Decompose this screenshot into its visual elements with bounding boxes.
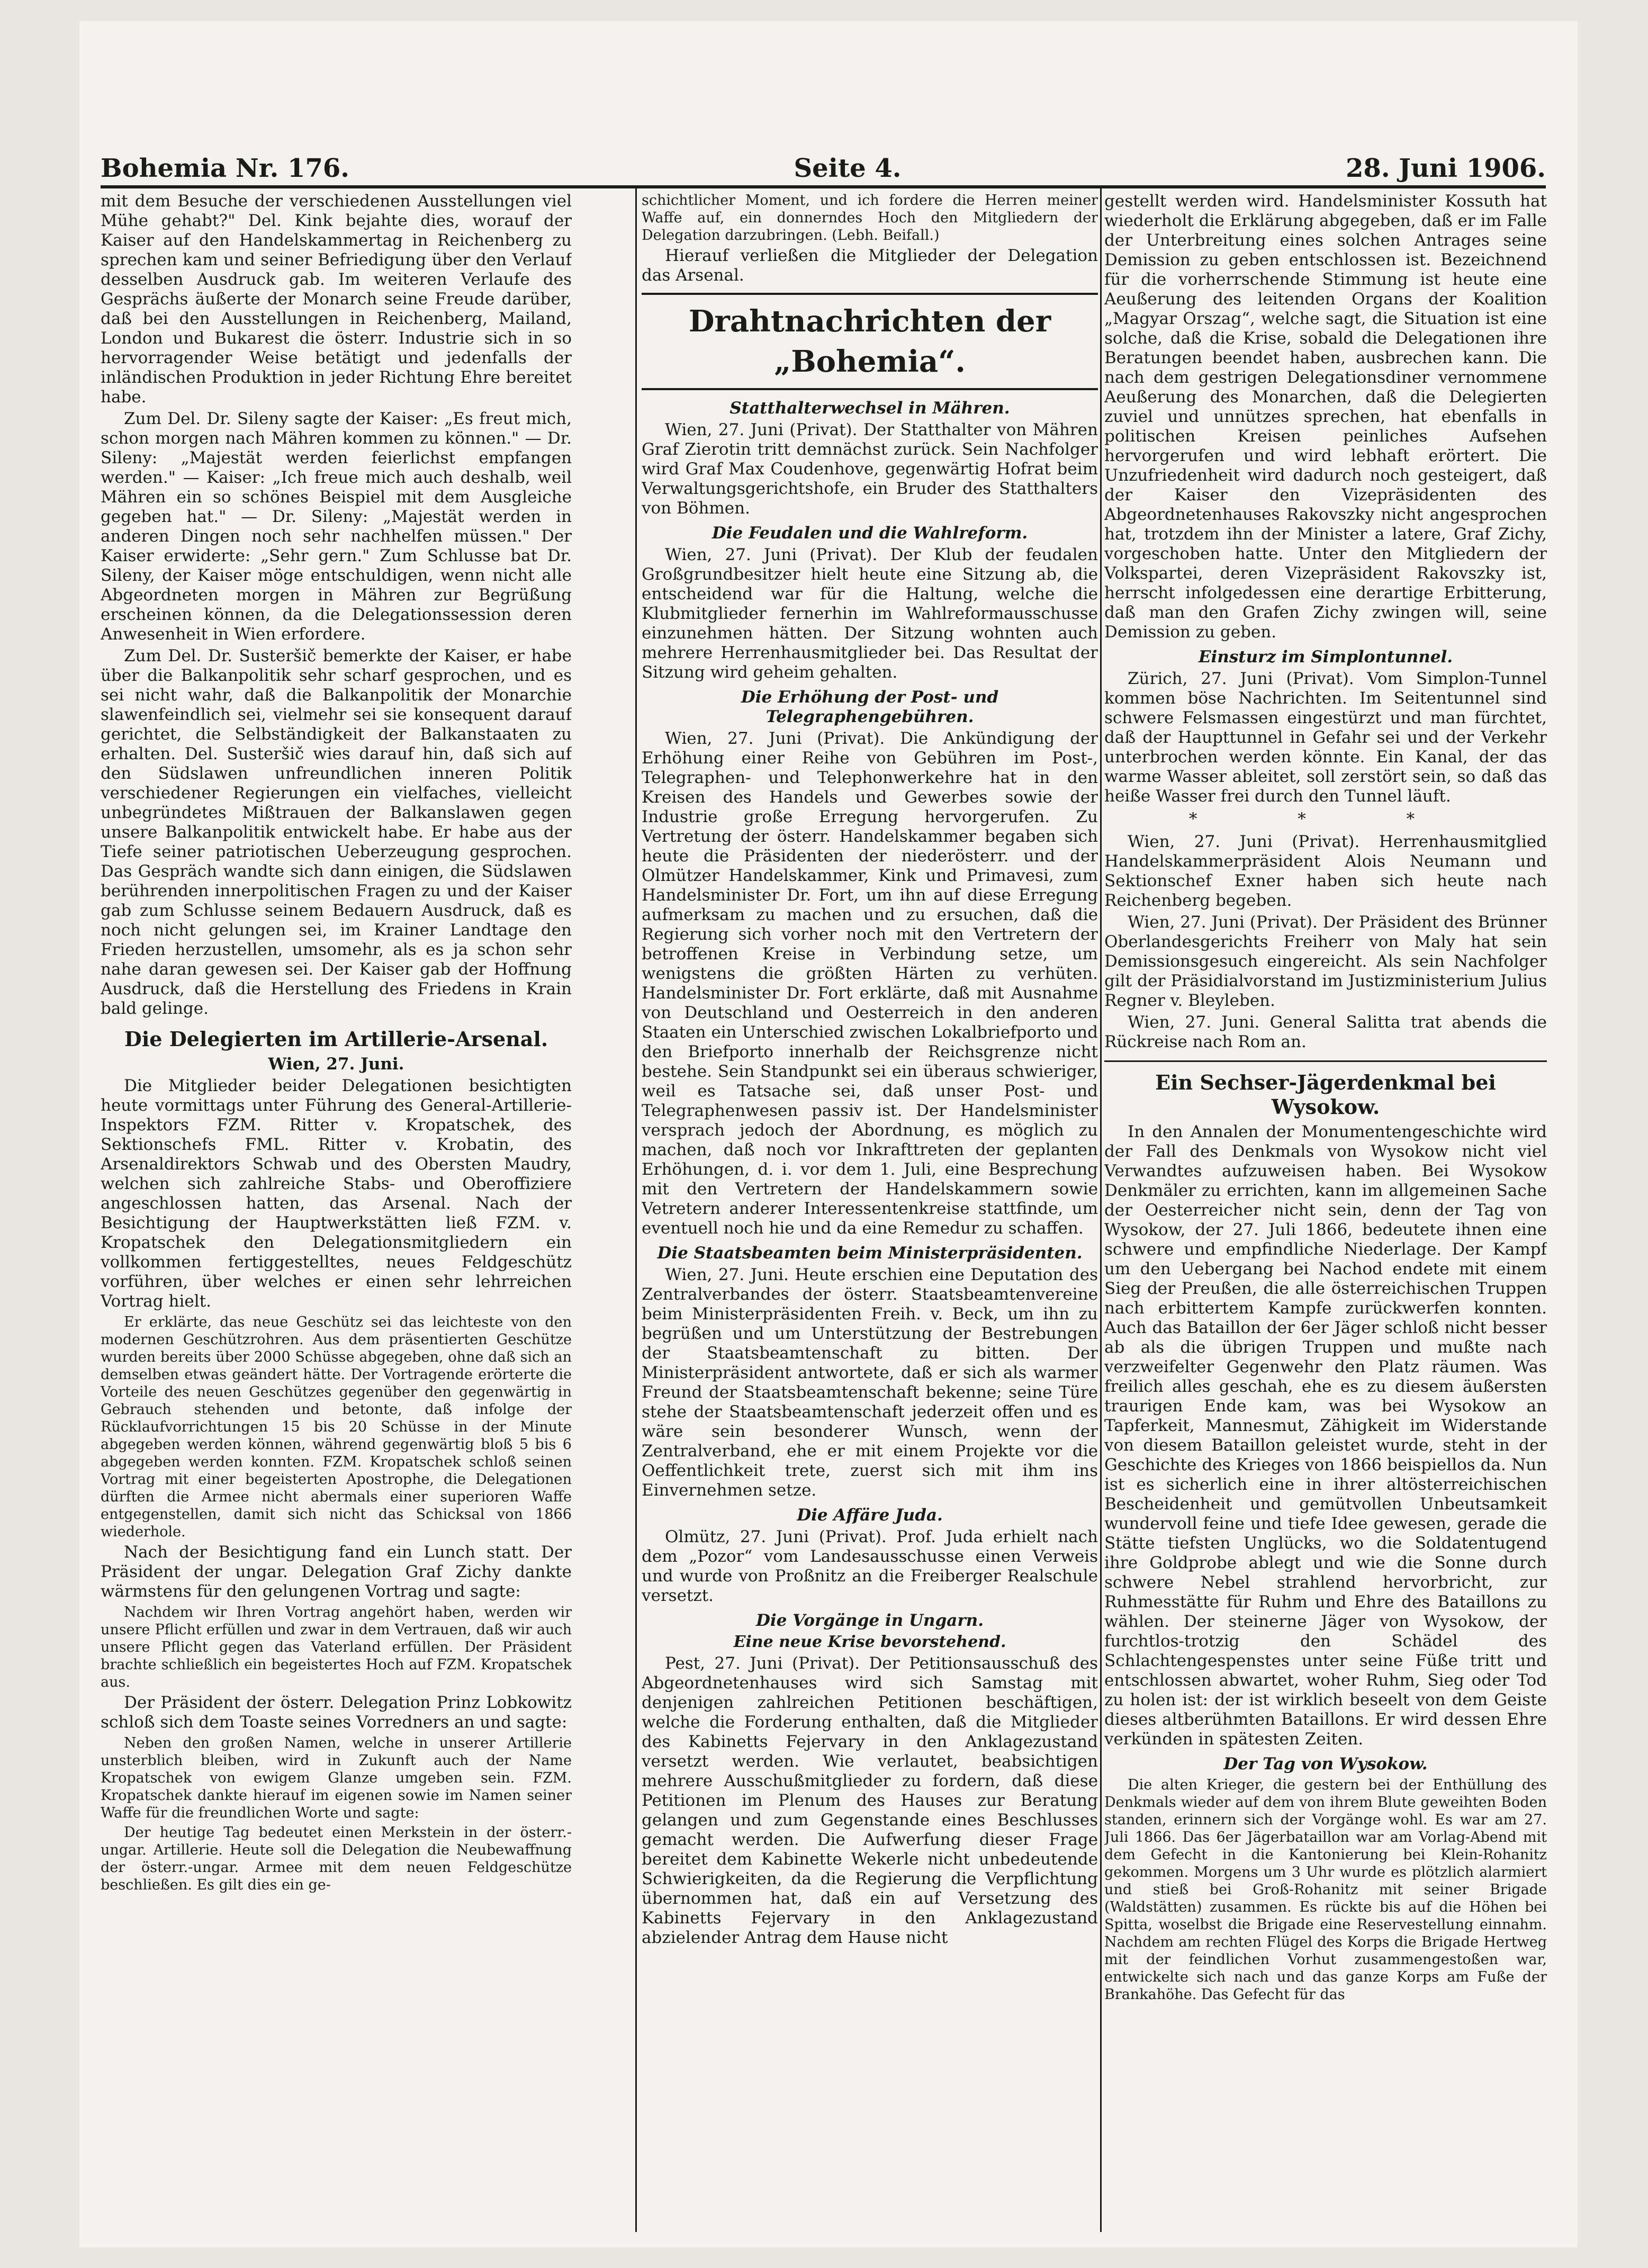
paragraph: Der Präsident der österr. Delegation Prinz Lobkowitz schloß sich dem Toaste seines Vorredners an und sagte: <box>101 1693 572 1732</box>
article-heading: Die Staatsbeamten beim Ministerpräsidenten. <box>657 1244 1083 1263</box>
paragraph: Wien, 27. Juni (Privat). Die Ankündigung der Erhöhung einer Reihe von Gebühren im Post-, Telegraphen- und Telephonwerkehre hat in den Kreisen des Handels und Gewerbes sowie der Industrie große Erregung hervorgerufen. Zu Vertretung der österr. Handelskammer begaben sich heute die Präsidenten der niederösterr. und der Olmützer Handelskammer, Kink und Primavesi, zum Handelsminister Dr. Fort, um ihn auf diese Erregung aufmerksam zu machen und zu ersuchen, daß die Regierung sich vorher noch mit den Vertretern der betroffenen Kreise in Verbindung setze, um wenigstens die größten Härten zu verhüten. Handelsminister Dr. Fort erklärte, daß mit Ausnahme von Deutschland und Oesterreich in den anderen Staaten ein Unterschied zwischen Lokalbriefporto und den Briefporto innerhalb der Reichsgrenze nicht bestehe. Sein Standpunkt sei ein überaus schwieriger, weil es Tatsache sei, daß unser Post- und Telegraphenwesen passiv ist. Der Handelsminister versprach jedoch der Abordnung, es möglich zu machen, daß noch vor Inkrafttreten der geplanten Erhöhungen, d. i. vor dem 1. Juli, eine Besprechung mit den Vertretern der Handelskammern sowie Vetretern anderer Interessentenkreise stattfinde, um eventuell noch hie und da eine Remedur zu schaffen. <box>642 729 1098 1238</box>
column-1 <box>101 192 572 2230</box>
paragraph: Die alten Krieger, die gestern bei der Enthüllung des Denkmals wieder auf dem von ihrem Blute geweihten Boden standen, erinnern sich der Vorgänge wohl. Es war am 27. Juli 1866. Das 6er Jägerbataillon war am Vorlag-Abend mit dem Gefecht in die Kantonierung bei Klein-Rohanitz gekommen. Morgens um 3 Uhr wurde es plötzlich alarmiert und stieß bei Groß-Rohanitz mit seiner Brigade (Waldstätten) zusammen. Es rückte bis auf die Höhen bei Spitta, woselbst die Brigade eine Reservestellung einnahm. Nachdem am rechten Flügel des Korps die Brigade Hertweg mit der feindlichen Vorhut zusammengestoßen war, entwickelte sich nach und das ganze Korps am Fuße der Brankahöhe. Das Gefecht für das <box>1104 1777 1547 2003</box>
paragraph: Zum Del. Dr. Susteršič bemerkte der Kaiser, er habe über die Balkanpolitik sehr scharf gesprochen, und es sei nicht wahr, daß die Balkanpolitik der Monarchie slawenfeindlich sei, vielmehr sei sie konsequent darauf gerichtet, die Selbständigkeit der Balkanstaaten zu erhalten. Del. Susteršič wies darauf hin, daß sich auf den Südslawen unfreundlichen inneren Politik verschiedener Regierungen ein vielfaches, vielleicht unbegründetes Mißtrauen der Balkanslawen gegen unsere Balkanpolitik entwickelt habe. Er habe aus der Tiefe seiner patriotischen Ueberzeugung gesprochen. Das Gespräch wandte sich dann einigen, die Südslawen berührenden innerpolitischen Fragen zu und der Kaiser gab zum Schlusse seinem Bedauern Ausdruck, daß es noch nicht gelungen sei, im Krainer Landtage den Frieden herzustellen, umsomehr, als es ja schon sehr nahe daran gewesen sei. Der Kaiser gab der Hoffnung Ausdruck, daß die Herstellung des Friedens in Krain bald gelinge. <box>101 646 572 1018</box>
paragraph: schichtlicher Moment, und ich fordere die Herren meiner Waffe auf, ein donnerndes Hoch den Mitgliedern der Delegation darzubringen. (Lebh. Beifall.) <box>642 192 1098 244</box>
paragraph: Wien, 27. Juni (Privat). Der Klub der feudalen Großgrundbesitzer hielt heute eine Sitzung ab, die entscheidend war für die Haltung, welche die Klubmitglieder fernerhin im Wahlreformausschusse einzunehmen hätten. Der Sitzung wohnten auch mehrere Herrenhausmitglieder bei. Das Resultat der Sitzung wird geheim gehalten. <box>642 545 1098 682</box>
paragraph: In den Annalen der Monumentengeschichte wird der Fall des Denkmals von Wysokow nicht viel Verwandtes aufzuweisen haben. Bei Wysokow Denkmäler zu errichten, kann im allgemeinen Sache der Oesterreicher nicht sein, denn der Tag von Wysokow, der 27. Juli 1866, bedeutete ihnen eine schwere und empfindliche Niederlage. Der Kampf um den Uebergang bei Nachod endete mit einem Sieg der Preußen, die alle österreichischen Truppen nach erbittertem Kampfe zurückwerfen konnten. Auch das Bataillon der 6er Jäger schloß nicht besser ab als die übrigen Truppen und mußte nach verzweifelter Gegenwehr den Platz räumen. Was freilich alles geschah, ehe es zu diesem äußersten traurigen Ende kam, was bei Wysokow an Tapferkeit, Mannesmut, Zähigkeit im Widerstande von diesem Bataillon geleistet wurde, steht in der Geschichte des Krieges von 1866 beispiellos da. Nun ist es sicherlich eine in ihrer altösterreichischen Bescheidenheit und gemütvollen Unbeutsamkeit wundervoll feine und tiefe Idee gewesen, gerade die Stätte tiefsten Unglücks, wo die Soldatentugend ihre Goldprobe ablegt und wie die Sonne durch schwere Nebel strahlend hervorbricht, zur Ruhmesstätte für Ruhm und Ehre des Bataillons zu wählen. Der steinerne Jäger von Wysokow, der furchtlos-trotzig den Schädel des Schlachtengespenstes unter seine Füße tritt und entschlossen abwartet, woher Ruhm, Sieg oder Tod zu holen ist: der ist wirklich beseelt von dem Geiste dieses altberühmten Bataillons. Er wird dessen Ehre verkünden in spätesten Zeiten. <box>1104 1122 1547 1749</box>
paragraph: Olmütz, 27. Juni (Privat). Prof. Juda erhielt nach dem „Pozor“ vom Landesausschusse einen Verweis und wurde von Proßnitz an die Freiberger Realschule versetzt. <box>642 1527 1098 1605</box>
column-divider-1 <box>635 188 637 2232</box>
article-heading: Die Erhöhung der Post- und Telegraphengebühren. <box>741 688 999 726</box>
paragraph: Zürich, 27. Juni (Privat). Vom Simplon-Tunnel kommen böse Nachrichten. Im Seitentunnel sind schwere Felsmassen eingestürzt und man fürchtet, daß der Haupttunnel in Gefahr sei und der Verkehr unterbrochen werden könnte. Ein Kanal, der das warme Wasser ableitet, soll zerstört sein, so daß das heiße Wasser frei durch den Tunnel läuft. <box>1104 669 1547 806</box>
paragraph: Er erklärte, das neue Geschütz sei das leichteste von den modernen Geschützrohren. Aus dem präsentierten Geschütze wurden bereits über 2000 Schüsse abgegeben, ohne daß sich an demselben etwas geändert hätte. Der Vortragende erörterte die Vorteile des neuen Geschützes gegenüber den gegenwärtig in Gebrauch stehenden und betonte, daß infolge der Rücklaufvorrichtungen 15 bis 20 Schüsse in der Minute abgegeben werden können, während gegenwärtig bloß 5 bis 6 abgegeben werden konnten. FZM. Kropatschek schloß seinen Vortrag mit einer begeisterten Apostrophe, die Delegationen dürften die Armee nicht abermals einer superioren Waffe entgegenstellen, damit sich nicht das Schicksal von 1866 wiederhole. <box>101 1314 572 1540</box>
article-heading: Die Affäre Juda. <box>797 1506 943 1525</box>
paragraph: Wien, 27. Juni (Privat). Der Statthalter von Mähren Graf Zierotin tritt demnächst zurück. Sein Nachfolger wird Graf Max Coudenhove, gegenwärtig Hofrat beim Verwaltungsgerichtshofe, ein Bruder des Statthalters von Böhmen. <box>642 420 1098 518</box>
paragraph: Der heutige Tag bedeutet einen Merkstein in der österr.-ungar. Artillerie. Heute soll die Delegation die Neubewaffnung der österr.-ungar. Armee mit dem neuen Feldgeschütze beschließen. Es gilt dies ein ge- <box>101 1824 572 1893</box>
article-heading-arsenal: Die Delegierten im Artillerie-Arsenal. <box>124 1027 548 1051</box>
column-3 <box>1104 192 1547 2230</box>
issue-date: 28. Juni 1906. <box>1346 154 1546 183</box>
article-heading-denkmal: Ein Sechser-Jägerdenkmal bei Wysokow. <box>1155 1070 1496 1119</box>
section-stars: * * * <box>1188 809 1463 829</box>
paragraph: Wien, 27. Juni. Heute erschien eine Deputation des Zentralverbandes der österr. Staatsbeamtenvereine beim Ministerpräsidenten Freih. v. Beck, um ihn zu begrüßen und um Unterstützung der Bestrebungen der Staatsbeamtenschaft zu bitten. Der Ministerpräsident antwortete, daß er sich als warmer Freund der Staatsbeamtenschaft bekenne; seine Türe stehe der Staatsbeamtenschaft jederzeit offen und es wäre sein besonderer Wunsch, wenn der Zentralverband, ehe er mit einem Projekte vor die Oeffentlichkeit trete, zuerst sich mit ihm ins Einvernehmen setze. <box>642 1265 1098 1500</box>
column-divider-2 <box>1100 188 1102 2232</box>
article-heading: Einsturz im Simplontunnel. <box>1198 647 1453 667</box>
article-heading: Der Tag von Wysokow. <box>1223 1754 1428 1774</box>
paragraph: Hierauf verließen die Mitglieder der Delegation das Arsenal. <box>642 246 1098 285</box>
paragraph: gestellt werden wird. Handelsminister Kossuth hat wiederholt die Erklärung abgegeben, daß er im Falle der Unterbreitung eines solchen Antrages seine Demission zu geben entschlossen ist. Bezeichnend für die vorherrschende Stimmung ist heute eine Aeußerung des leitenden Organs der Koalition „Magyar Orszag“, welche sagt, die Situation ist eine solche, daß die Krise, sobald die Delegationen ihre Beratungen beendet haben, ausbrechen kann. Die nach dem gestrigen Delegationsdiner vernommene Aeußerung des Monarchen, daß die Delegierten zuviel und unnützes sprechen, hat ebenfalls in politischen Kreisen peinliches Aufsehen hervorgerufen und wird lebhaft erörtert. Die Unzufriedenheit wird dadurch noch gesteigert, daß der Kaiser den Vizepräsidenten des Abgeordnetenhauses Rakovszky nicht angesprochen hat, trotzdem ihn der Minister a latere, Graf Zichy, vorgeschoben hatte. Unter den Mitgliedern der Volkspartei, deren Vizepräsident Rakovszky ist, herrscht infolgedessen eine derartige Erbitterung, daß man den Grafen Zichy zwingen will, seine Demission zu geben. <box>1104 192 1547 642</box>
header-rule <box>101 185 1546 188</box>
article-subheading: Eine neue Krise bevorstehend. <box>733 1633 1006 1651</box>
paragraph: Wien, 27. Juni. General Salitta trat abends die Rückreise nach Rom an. <box>1104 1013 1547 1051</box>
paragraph: Die Mitglieder beider Delegationen besichtigten heute vormittags unter Führung des General-Artillerie-Inspektors FZM. Ritter v. Kropatschek, des Sektionschefs FML. Ritter v. Krobatin, des Arsenaldirektors Schwab und des Obersten Maudry, welchen sich zahlreiche Stabs- und Oberoffiziere angeschlossen hatten, das Arsenal. Nach der Besichtigung der Hauptwerkstätten ließ FZM. v. Kropatschek den Delegationsmitgliedern ein vollkommen fertiggestelltes, neues Feldgeschütz vorführen, über welches er einen sehr lehrreichen Vortrag hielt. <box>101 1076 572 1311</box>
page-number: Seite 4. <box>794 154 902 183</box>
paragraph: Wien, 27. Juni (Privat). Der Präsident des Brünner Oberlandesgerichts Freiherr von Maly hat sein Demissionsgesuch eingereicht. Als sein Nachfolger gilt der Präsidialvorstand im Justizministerium Julius Regner v. Bleyleben. <box>1104 913 1547 1010</box>
section-rule <box>1104 1060 1547 1062</box>
paragraph: Zum Del. Dr. Sileny sagte der Kaiser: „Es freut mich, schon morgen nach Mähren kommen zu können." — Dr. Sileny: „Majestät werden feierlichst empfangen werden." — Kaiser: „Ich freue mich auch deshalb, weil Mähren ein so schönes Beispiel mit dem Ausgleiche gegeben hat." — Dr. Sileny: „Majestät werden in anderen Dingen noch sehr nachhelfen müssen." Der Kaiser erwiderte: „Sehr gern." Zum Schlusse bat Dr. Sileny, der Kaiser möge entschuldigen, wenn nicht alle Abgeordneten morgen in Mähren zur Begrüßung erscheinen können, da die Delegationssession deren Anwesenheit in Wien erfordere. <box>101 409 572 644</box>
article-heading: Die Vorgänge in Ungarn. <box>756 1611 984 1630</box>
paragraph: Nach der Besichtigung fand ein Lunch statt. Der Präsident der ungar. Delegation Graf Zichy dankte wärmstens für den gelungenen Vortrag und sagte: <box>101 1543 572 1601</box>
paragraph: Nachdem wir Ihren Vortrag angehört haben, werden wir unsere Pflicht erfüllen und zwar in dem Vertrauen, daß wir auch unsere Pflicht gegen das Vaterland erfüllen. Der Präsident brachte schließlich ein begeistertes Hoch auf FZM. Kropatschek aus. <box>101 1604 572 1690</box>
paragraph: Pest, 27. Juni (Privat). Der Petitionsausschuß des Abgeordnetenhauses wird sich Samstag mit denjenigen zahlreichen Petitionen beschäftigen, welche die Forderung enthalten, daß die Mitglieder des Kabinetts Fejervary in den Anklagezustand versetzt werden. Wie verlautet, beabsichtigen mehrere Ausschußmitglieder zu fordern, daß diese Petitionen im Plenum des Hauses zur Beratung gelangen und zum Gegenstande eines Beschlusses gemacht werden. Die Aufwerfung dieser Frage bereitet dem Kabinette Wekerle nicht unbedeutende Schwierigkeiten, da die Regierung die Verpflichtung übernommen hat, daß ein auf Versetzung des Kabinetts Fejervary in den Anklagezustand abzielender Antrag dem Hause nicht <box>642 1654 1098 1947</box>
paragraph: mit dem Besuche der verschiedenen Ausstellungen viel Mühe gehabt?" Del. Kink bejahte dies, worauf der Kaiser auf den Handelskammertag in Reichenberg zu sprechen kam und seiner Befriedigung über den Verlauf desselben Ausdruck gab. Im weiteren Verlaufe des Gesprächs äußerte der Monarch seine Freude darüber, daß bei den Ausstellungen in Reichenberg, Mailand, London und Bukarest die österr. Industrie sich in so hervorragender Weise betätigt und jedenfalls der inländischen Produktion in jeder Richtung Ehre bereitet habe. <box>101 192 572 407</box>
page-header <box>101 142 1546 183</box>
article-heading: Die Feudalen und die Wahlreform. <box>712 524 1028 543</box>
paragraph: Neben den großen Namen, welche in unserer Artillerie unsterblich bleiben, wird in Zukunft auch der Name Kropatschek von ewigem Glanze umgeben sein. FZM. Kropatschek dankte hierauf im eigenen sowie im Namen seiner Waffe für die freundlichen Worte und sagte: <box>101 1735 572 1821</box>
dateline: Wien, 27. Juni. <box>268 1055 404 1074</box>
column-2 <box>642 192 1098 2230</box>
paragraph: Wien, 27. Juni (Privat). Herrenhausmitglied Handelskammerpräsident Alois Neumann und Sektionschef Exner haben sich heute nach Reichenberg begeben. <box>1104 832 1547 910</box>
article-heading: Statthalterwechsel in Mähren. <box>730 399 1010 418</box>
telegram-section-title: Drahtnachrichten der „Bohemia“. <box>642 293 1098 390</box>
masthead-issue: Bohemia Nr. 176. <box>101 154 349 183</box>
